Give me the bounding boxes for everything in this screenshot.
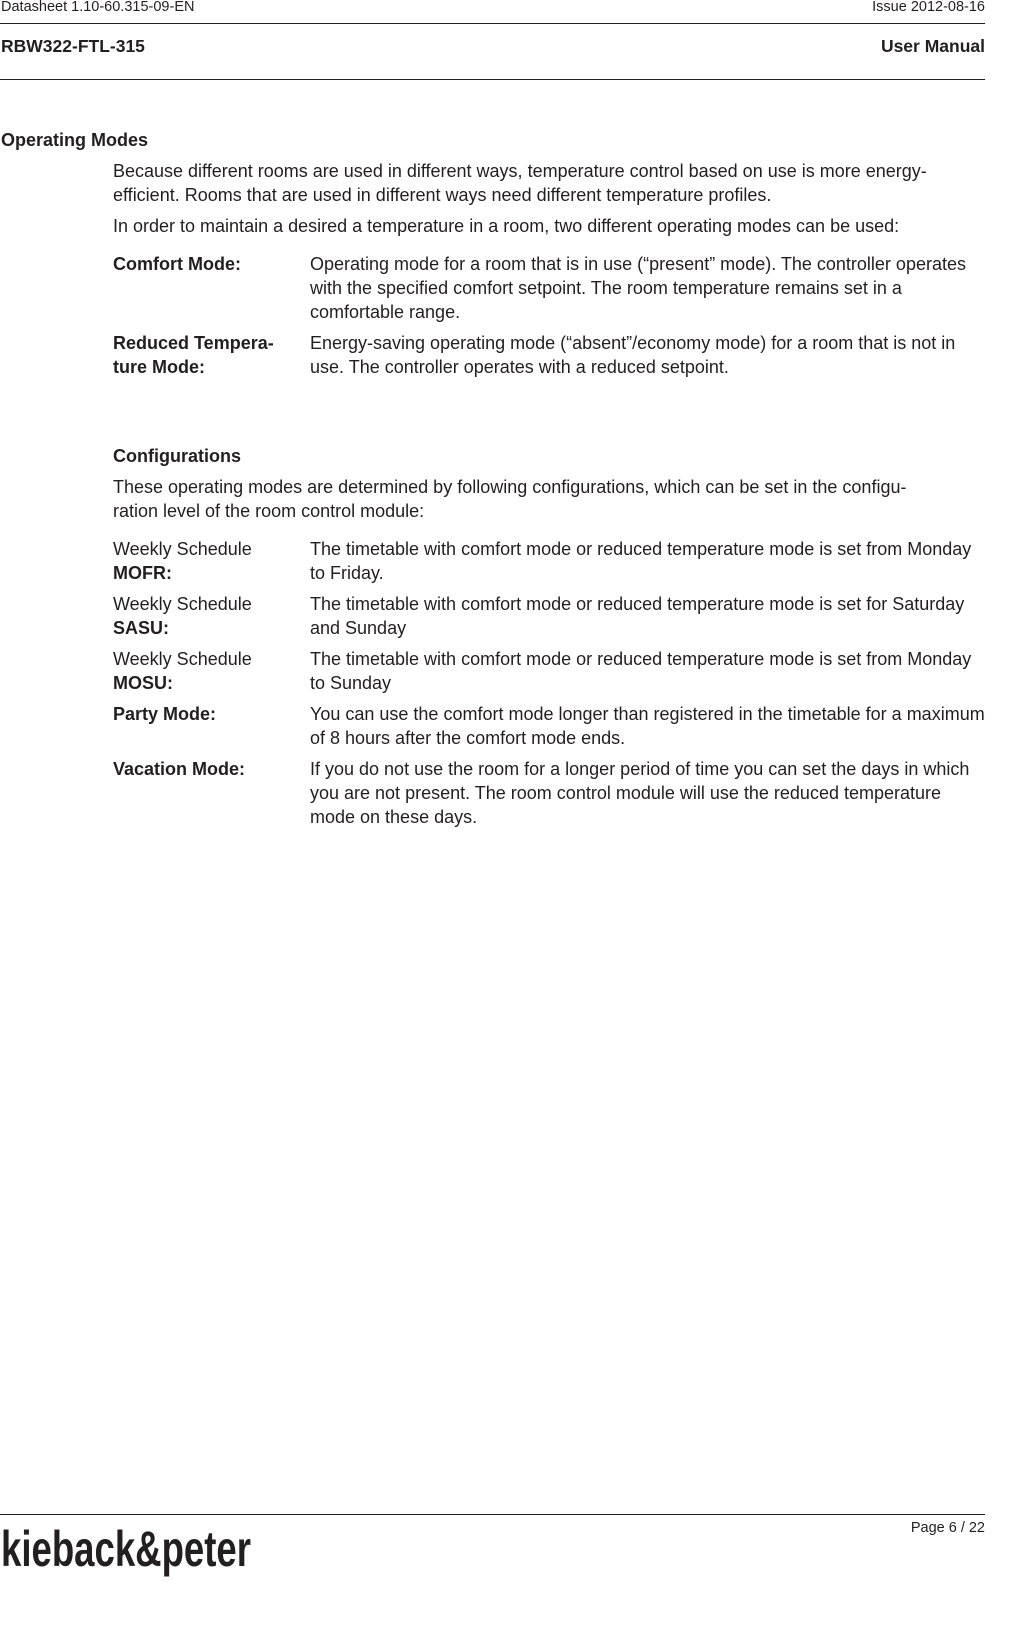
document-type: User Manual: [880, 36, 985, 56]
definition-term: Weekly Schedule MOSU:: [113, 649, 252, 693]
datasheet-number: Datasheet 1.10-60.315-09-EN: [1, 0, 195, 15]
header-rule-bottom: [0, 79, 985, 80]
svg-text:kieback&peter: kieback&peter: [1, 1521, 251, 1577]
header-rule-top: [0, 23, 985, 24]
definition-term: Comfort Mode:: [113, 254, 241, 274]
definition-term: Vacation Mode:: [113, 759, 246, 779]
operating-modes-intro-2: In order to maintain a desired a temperature in a room, two different operating modes can be used:: [113, 216, 900, 236]
definition-row: [0, 252, 985, 324]
definition-description: If you do not use the room for a longer period of time you can set the days in which you are not present. The room control module will use the reduced temperature mode on these days.: [310, 759, 970, 827]
definition-description: The timetable with comfort mode or reduced temperature mode is set for Saturday and Sunday: [310, 594, 965, 638]
definition-term: Weekly Schedule SASU:: [113, 594, 252, 638]
footer-rule: [0, 1514, 985, 1515]
definition-row: [0, 592, 985, 640]
definition-row: [0, 702, 985, 750]
definition-description: You can use the comfort mode longer than registered in the timetable for a maximum of 8 hours after the comfort mode ends.: [310, 704, 985, 748]
page-number: Page 6 / 22: [910, 1520, 985, 1536]
definition-description: The timetable with comfort mode or reduced temperature mode is set from Monday to Sunday: [310, 649, 972, 693]
definition-row: [0, 647, 985, 695]
operating-modes-intro-1: Because different rooms are used in different ways, temperature control based on use is more energy-efficient. Rooms that are used in different ways need different temperature profiles.: [113, 161, 927, 205]
section-title-configurations: Configurations: [113, 446, 241, 466]
page-content: [0, 128, 985, 829]
definition-description: Energy-saving operating mode (“absent”/economy mode) for a room that is not in use. The controller operates with a reduced setpoint.: [310, 333, 956, 377]
definition-row: [0, 757, 985, 829]
product-code: RBW322-FTL-315: [1, 36, 145, 56]
definition-term: Reduced Tempera- ture Mode:: [113, 333, 274, 377]
definition-description: The timetable with comfort mode or reduced temperature mode is set from Monday to Friday.: [310, 539, 972, 583]
operating-modes-list: [0, 252, 985, 379]
definition-row: [0, 537, 985, 585]
definition-term: Weekly Schedule MOFR:: [113, 539, 252, 583]
issue-date: Issue 2012-08-16: [872, 0, 985, 15]
configurations-intro: These operating modes are determined by following configurations, which can be set in the configu- ration level of the room control module:: [113, 477, 907, 521]
definition-term: Party Mode:: [113, 704, 217, 724]
running-header: [0, 0, 985, 22]
kieback-peter-logo: [1, 1520, 253, 1577]
document-headline: [0, 36, 985, 60]
definition-row: [0, 331, 985, 379]
section-title-operating-modes: Operating Modes: [1, 130, 149, 150]
configurations-list: [0, 537, 985, 829]
definition-description: Operating mode for a room that is in use (“present” mode). The controller operates with the specified comfort setpoint. The room temperature remains set in a comfortable range.: [310, 254, 966, 322]
